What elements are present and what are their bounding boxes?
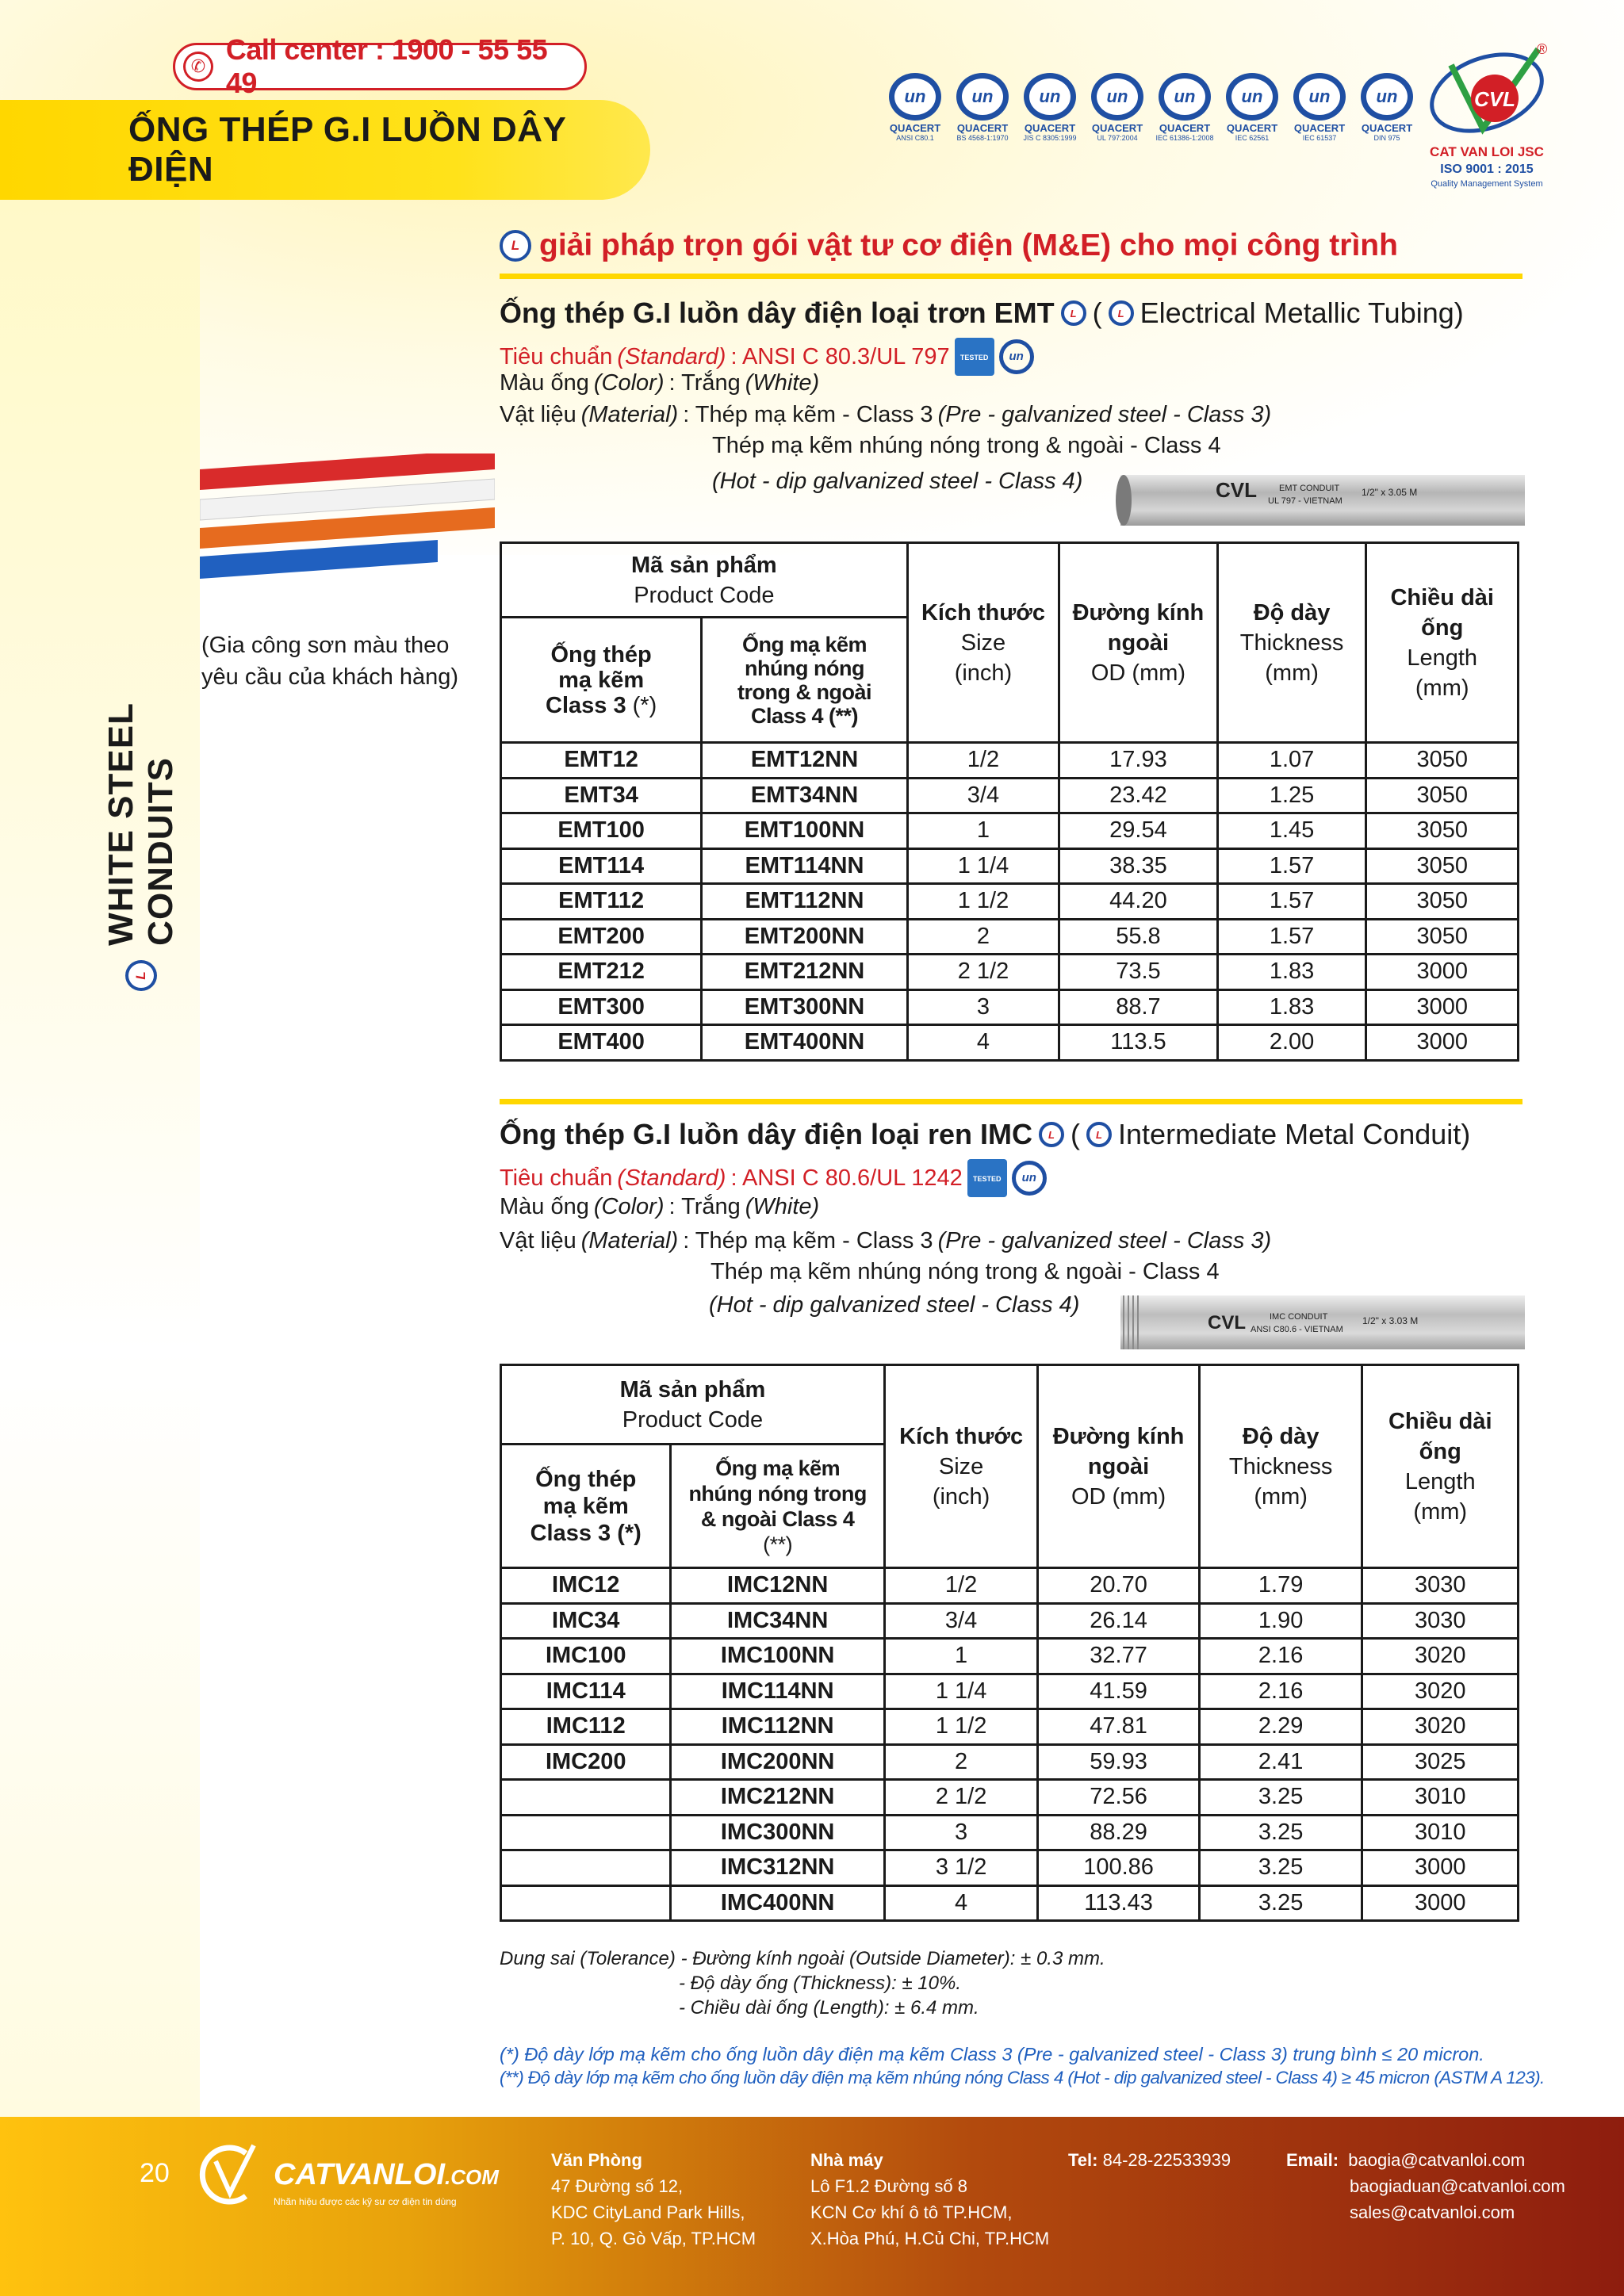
svg-text:IMC CONDUIT: IMC CONDUIT [1270, 1312, 1328, 1322]
imc-spec-table [500, 1364, 1519, 1922]
table-cell: EMT34NN [702, 778, 907, 813]
od-header: Đường kính ngoài OD (mm) [1059, 543, 1218, 743]
table-cell: 3 1/2 [884, 1850, 1037, 1886]
table-cell: 59.93 [1038, 1744, 1200, 1780]
table-cell: 1 1/4 [907, 848, 1059, 884]
table-cell: 1 1/2 [884, 1709, 1037, 1745]
vertical-title-text: WHITE STEEL CONDUITS [102, 702, 180, 946]
footer [0, 2117, 1624, 2296]
table-cell: 1.57 [1217, 884, 1366, 920]
table-cell: 2 [884, 1744, 1037, 1780]
table-cell: 3.25 [1199, 1885, 1362, 1921]
table-cell: 1 1/4 [884, 1674, 1037, 1709]
cvl-mini-logo-icon: L [1061, 300, 1086, 326]
table-cell: 1 1/2 [907, 884, 1059, 920]
cvl-mini-logo-icon: L [1039, 1122, 1064, 1147]
table-cell: 26.14 [1038, 1603, 1200, 1639]
size-header: Kích thước Size (inch) [907, 543, 1059, 743]
table-cell: 1.83 [1217, 955, 1366, 990]
emt-material-3: (Hot - dip galvanized steel - Class 4) [712, 469, 1083, 494]
table-cell: EMT212 [501, 955, 702, 990]
table-row [501, 848, 1519, 884]
table-cell: 1/2 [907, 743, 1059, 779]
table-row [501, 778, 1519, 813]
table-row [501, 1850, 1519, 1886]
table-row [501, 884, 1519, 920]
od-header: Đường kính ngoài OD (mm) [1038, 1365, 1200, 1568]
emt-color: Màu ống (Color) : Trắng (White) [500, 370, 820, 396]
footer-office: Văn Phòng 47 Đường số 12, KDC CityLand Park Hills, P. 10, Q. Gò Vấp, TP.HCM [551, 2150, 756, 2248]
table-cell: 2.29 [1199, 1709, 1362, 1745]
table-cell: 3 [884, 1815, 1037, 1850]
table-cell: 1.90 [1199, 1603, 1362, 1639]
table-cell: 3050 [1366, 743, 1519, 779]
table-row [501, 1639, 1519, 1674]
table-cell: 1 [884, 1639, 1037, 1674]
table-cell: 3000 [1362, 1850, 1519, 1886]
table-cell: EMT200 [501, 919, 702, 955]
yellow-divider [500, 1099, 1522, 1104]
table-cell [501, 1885, 671, 1921]
emt-pipe-image [1113, 470, 1525, 530]
left-strip-background [0, 198, 200, 2117]
table-cell: 3030 [1362, 1603, 1519, 1639]
table-cell: 38.35 [1059, 848, 1218, 884]
table-cell: 3050 [1366, 919, 1519, 955]
quacert-icon: un [1024, 73, 1076, 121]
table-cell: EMT112 [501, 884, 702, 920]
table-row [501, 1885, 1519, 1921]
table-row [501, 1780, 1519, 1816]
colored-pipes-image [200, 453, 495, 604]
table-cell: 2 1/2 [907, 955, 1059, 990]
thickness-header: Độ dày Thickness (mm) [1199, 1365, 1362, 1568]
footer-email[interactable]: Email: baogia@catvanloi.com [1286, 2150, 1526, 2170]
table-cell: 73.5 [1059, 955, 1218, 990]
class3-header: Ống thép mạ kẽm Class 3 (*) [501, 1445, 671, 1568]
cvl-mini-logo-icon: L [500, 230, 531, 262]
call-center-badge[interactable] [173, 33, 587, 99]
svg-text:1/2" x 3.05 M: 1/2" x 3.05 M [1362, 487, 1418, 498]
certification-badge: un QUACERT IEC 62561 [1221, 73, 1283, 142]
table-row [501, 1815, 1519, 1850]
svg-text:1/2" x 3.03 M: 1/2" x 3.03 M [1362, 1315, 1419, 1326]
table-cell: 3030 [1362, 1568, 1519, 1604]
table-cell: 88.29 [1038, 1815, 1200, 1850]
table-cell: 3000 [1366, 955, 1519, 990]
svg-text:UL 797 - VIETNAM: UL 797 - VIETNAM [1268, 496, 1342, 506]
table-cell: 1.45 [1217, 813, 1366, 849]
table-cell: EMT400 [501, 1025, 702, 1061]
table-cell: 32.77 [1038, 1639, 1200, 1674]
footer-cvl-logo-icon [198, 2139, 262, 2210]
class4-header: Ống mạ kẽm nhúng nóng trong & ngoài Class 4 (**) [671, 1445, 884, 1568]
table-cell: 3020 [1362, 1709, 1519, 1745]
tested-icon: TESTED [955, 338, 994, 376]
certification-badge: un QUACERT JIS C 8305:1999 [1019, 73, 1081, 142]
table-cell: EMT212NN [702, 955, 907, 990]
table-cell: EMT200NN [702, 919, 907, 955]
table-cell: 3050 [1366, 848, 1519, 884]
table-row [501, 919, 1519, 955]
table-cell: EMT100 [501, 813, 702, 849]
table-row [501, 813, 1519, 849]
table-cell: 3 [907, 989, 1059, 1025]
table-cell: 3.25 [1199, 1780, 1362, 1816]
table-row [501, 1744, 1519, 1780]
table-cell: EMT112NN [702, 884, 907, 920]
table-cell: 29.54 [1059, 813, 1218, 849]
imc-material-3: (Hot - dip galvanized steel - Class 4) [709, 1292, 1080, 1318]
svg-text:ANSI C80.6 - VIETNAM: ANSI C80.6 - VIETNAM [1251, 1325, 1343, 1334]
vertical-section-title [102, 515, 180, 991]
quacert-icon: un [956, 73, 1009, 121]
page-number: 20 [140, 2158, 170, 2188]
quacert-icon: un [1159, 73, 1211, 121]
table-cell: IMC100NN [671, 1639, 884, 1674]
pipe-brand-text: CVL [1208, 1312, 1246, 1334]
registered-mark: ® [1537, 41, 1548, 57]
table-cell: 3/4 [907, 778, 1059, 813]
footer-brand[interactable]: CATVANLOI.COM [274, 2158, 499, 2191]
table-cell: 3050 [1366, 778, 1519, 813]
quacert-icon: un [999, 339, 1034, 374]
table-cell: 4 [884, 1885, 1037, 1921]
table-cell: EMT400NN [702, 1025, 907, 1061]
table-cell: IMC212NN [671, 1780, 884, 1816]
length-header: Chiều dài ống Length (mm) [1366, 543, 1519, 743]
table-cell: 100.86 [1038, 1850, 1200, 1886]
table-row [501, 1025, 1519, 1061]
certification-badge: un QUACERT ANSI C80.1 [884, 73, 946, 142]
class3-header: Ống thép mạ kẽm Class 3 (*) [501, 618, 702, 743]
cvl-mini-logo-icon: L [1086, 1122, 1112, 1147]
table-cell: 23.42 [1059, 778, 1218, 813]
emt-spec-table [500, 541, 1519, 1062]
table-cell: 17.93 [1059, 743, 1218, 779]
table-cell: IMC12 [501, 1568, 671, 1604]
certification-badge: un QUACERT IEC 61386-1:2008 [1154, 73, 1216, 142]
table-row [501, 1674, 1519, 1709]
table-cell: EMT114NN [702, 848, 907, 884]
table-cell: 3000 [1366, 989, 1519, 1025]
slogan-text: giải pháp trọn gói vật tư cơ điện (M&E) cho mọi công trình [539, 228, 1398, 262]
table-cell: IMC114 [501, 1674, 671, 1709]
table-cell: 3050 [1366, 884, 1519, 920]
imc-color: Màu ống (Color) : Trắng (White) [500, 1194, 820, 1219]
quacert-icon: un [1012, 1161, 1047, 1196]
tolerance-block: Dung sai (Tolerance) - Đường kính ngoài (Outside Diameter): ± 0.3 mm. - Độ dày ống (Thickness): ± 10%. - Chiều dài ống (Length): ± 6.4 mm. [500, 1948, 1105, 2019]
title-band [0, 100, 650, 200]
imc-pipe-image [1120, 1292, 1525, 1353]
table-cell: 113.5 [1059, 1025, 1218, 1061]
table-cell: IMC112NN [671, 1709, 884, 1745]
phone-icon: ✆ [183, 52, 213, 82]
table-cell: 3010 [1362, 1780, 1519, 1816]
length-header: Chiều dài ống Length (mm) [1362, 1365, 1519, 1568]
table-cell: 88.7 [1059, 989, 1218, 1025]
table-cell: 72.56 [1038, 1780, 1200, 1816]
table-cell: EMT34 [501, 778, 702, 813]
table-cell: 55.8 [1059, 919, 1218, 955]
call-center-text: Call center : 1900 - 55 55 49 [225, 33, 548, 99]
table-cell: 3000 [1362, 1885, 1519, 1921]
table-cell: 2.16 [1199, 1639, 1362, 1674]
svg-text:EMT CONDUIT: EMT CONDUIT [1279, 484, 1340, 493]
class4-header: Ống mạ kẽm nhúng nóng trong & ngoài Class 4 (**) [702, 618, 907, 743]
table-cell: 3.25 [1199, 1850, 1362, 1886]
table-cell: 113.43 [1038, 1885, 1200, 1921]
table-cell: 3010 [1362, 1815, 1519, 1850]
imc-title: Ống thép G.I luồn dây điện loại ren IMC L ( L Intermediate Metal Conduit) [500, 1118, 1471, 1150]
note-class4: (**) Độ dày lớp mạ kẽm cho ống luồn dây điện mạ kẽm nhúng nóng Class 4 (Hot - dip galvanized steel - Class 4) ≥ 45 micron (ASTM A 123). [500, 2068, 1545, 2087]
table-cell: IMC114NN [671, 1674, 884, 1709]
table-cell: 2.16 [1199, 1674, 1362, 1709]
table-cell: EMT114 [501, 848, 702, 884]
table-cell: IMC300NN [671, 1815, 884, 1850]
table-cell: 2 1/2 [884, 1780, 1037, 1816]
cvl-logo-icon [1419, 41, 1554, 144]
table-cell: IMC400NN [671, 1885, 884, 1921]
product-code-header: Mã sản phẩm Product Code [501, 1365, 885, 1445]
note-class3: (*) Độ dày lớp mạ kẽm cho ống luồn dây điện mạ kẽm Class 3 (Pre - galvanized steel - Class 3) trung bình ≤ 20 micron. [500, 2044, 1484, 2064]
table-cell: 2.00 [1217, 1025, 1366, 1061]
emt-title: Ống thép G.I luồn dây điện loại trơn EMT L ( L Electrical Metallic Tubing) [500, 297, 1464, 329]
table-cell: IMC312NN [671, 1850, 884, 1886]
brand-name: CAT VAN LOI JSC [1430, 144, 1544, 159]
footer-tel[interactable]: Tel: 84-28-22533939 [1068, 2150, 1231, 2170]
table-cell: 44.20 [1059, 884, 1218, 920]
table-row [501, 989, 1519, 1025]
table-cell: IMC112 [501, 1709, 671, 1745]
table-cell: 1/2 [884, 1568, 1037, 1604]
quacert-icon: un [1091, 73, 1143, 121]
product-code-header: Mã sản phẩm Product Code [501, 543, 908, 618]
table-cell: 1.57 [1217, 919, 1366, 955]
table-cell: EMT12NN [702, 743, 907, 779]
page-title: ỐNG THÉP G.I LUỒN DÂY ĐIỆN [128, 110, 566, 189]
table-cell: 1.79 [1199, 1568, 1362, 1604]
table-cell: 2 [907, 919, 1059, 955]
cvl-mini-logo-icon: L [125, 960, 157, 991]
table-cell: 20.70 [1038, 1568, 1200, 1604]
quacert-icon: un [889, 73, 941, 121]
table-row [501, 1568, 1519, 1604]
table-cell: EMT300NN [702, 989, 907, 1025]
certification-row [884, 73, 1418, 142]
table-cell: 41.59 [1038, 1674, 1200, 1709]
certification-badge: un QUACERT UL 797:2004 [1086, 73, 1148, 142]
table-cell: IMC34 [501, 1603, 671, 1639]
table-cell: 3050 [1366, 813, 1519, 849]
table-cell: 4 [907, 1025, 1059, 1061]
brand-logo-text: CVL [1474, 87, 1515, 111]
table-cell: 3020 [1362, 1674, 1519, 1709]
table-row [501, 1603, 1519, 1639]
thickness-header: Độ dày Thickness (mm) [1217, 543, 1366, 743]
brand-iso: ISO 9001 : 2015 [1440, 163, 1534, 176]
table-row [501, 1709, 1519, 1745]
table-row [501, 955, 1519, 990]
brand-qms: Quality Management System [1431, 179, 1543, 189]
table-cell: IMC200 [501, 1744, 671, 1780]
footer-email-3[interactable]: sales@catvanloi.com [1350, 2202, 1515, 2222]
table-cell: IMC100 [501, 1639, 671, 1674]
emt-material-2: Thép mạ kẽm nhúng nóng trong & ngoài - Class 4 [712, 433, 1221, 458]
table-cell: 3/4 [884, 1603, 1037, 1639]
table-cell: EMT100NN [702, 813, 907, 849]
table-row [501, 743, 1519, 779]
yellow-divider [500, 274, 1522, 279]
quacert-icon: un [1293, 73, 1346, 121]
table-cell: 3020 [1362, 1639, 1519, 1674]
quacert-icon: un [1361, 73, 1413, 121]
tested-icon: TESTED [967, 1159, 1007, 1197]
imc-material-2: Thép mạ kẽm nhúng nóng trong & ngoài - Class 4 [710, 1259, 1220, 1284]
table-cell: 47.81 [1038, 1709, 1200, 1745]
certification-badge: un QUACERT IEC 61537 [1289, 73, 1350, 142]
table-cell: 2.41 [1199, 1744, 1362, 1780]
table-cell: 3025 [1362, 1744, 1519, 1780]
table-cell: EMT300 [501, 989, 702, 1025]
imc-material: Vật liệu (Material) : Thép mạ kẽm - Class 3 (Pre - galvanized steel - Class 3) [500, 1228, 1272, 1253]
certification-badge: un QUACERT BS 4568-1:1970 [952, 73, 1013, 142]
table-cell: IMC200NN [671, 1744, 884, 1780]
table-cell [501, 1780, 671, 1816]
table-cell: IMC12NN [671, 1568, 884, 1604]
table-cell: 3.25 [1199, 1815, 1362, 1850]
quacert-icon: un [1226, 73, 1278, 121]
table-cell: 1.25 [1217, 778, 1366, 813]
table-cell: EMT12 [501, 743, 702, 779]
certification-badge: un QUACERT DIN 975 [1356, 73, 1418, 142]
size-header: Kích thước Size (inch) [884, 1365, 1037, 1568]
table-cell: 1.83 [1217, 989, 1366, 1025]
footer-factory: Nhà máy Lô F1.2 Đường số 8 KCN Cơ khí ô tô TP.HCM, X.Hòa Phú, H.Củ Chi, TP.HCM [810, 2150, 1050, 2248]
imc-standard: Tiêu chuẩn (Standard) : ANSI C 80.6/UL 1242 TESTED un [500, 1159, 1047, 1197]
pipe-brand-text: CVL [1216, 478, 1257, 502]
cvl-mini-logo-icon: L [1109, 300, 1134, 326]
emt-material: Vật liệu (Material) : Thép mạ kẽm - Class 3 (Pre - galvanized steel - Class 3) [500, 402, 1272, 427]
table-cell: IMC34NN [671, 1603, 884, 1639]
table-cell [501, 1815, 671, 1850]
table-cell [501, 1850, 671, 1886]
emt-standard: Tiêu chuẩn (Standard) : ANSI C 80.3/UL 797 TESTED un [500, 338, 1034, 376]
footer-email-2[interactable]: baogiaduan@catvanloi.com [1350, 2176, 1565, 2196]
table-cell: 1 [907, 813, 1059, 849]
slogan [500, 228, 1398, 263]
table-cell: 1.07 [1217, 743, 1366, 779]
table-cell: 3000 [1366, 1025, 1519, 1061]
footer-brand-sub: Nhãn hiệu được các kỹ sư cơ điện tin dùng [274, 2196, 457, 2207]
paint-note: (Gia công sơn màu theo yêu cầu của khách hàng) [201, 633, 459, 690]
table-cell: 1.57 [1217, 848, 1366, 884]
